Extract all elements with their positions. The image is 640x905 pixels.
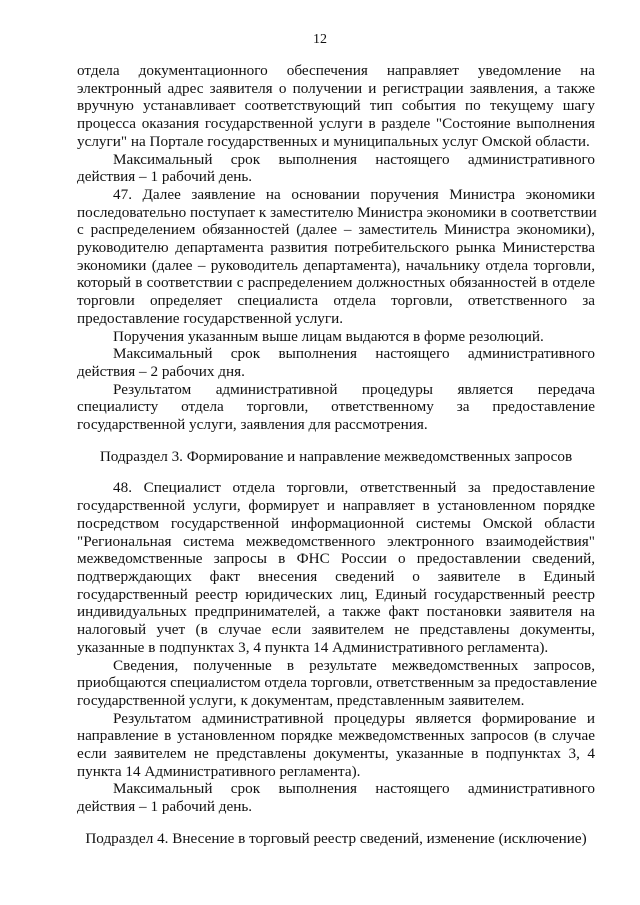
text-line: Максимальный срок выполнения настоящего административного bbox=[113, 345, 595, 363]
text-line: электронный адрес заявителя о получении и регистрации заявления, а также bbox=[77, 79, 595, 97]
text-line: торговли определяет специалиста отдела торговли, ответственного за bbox=[77, 292, 595, 310]
spacer bbox=[77, 816, 595, 830]
text-line: услуги" на Портале государственных и муниципальных услуг Омской области. bbox=[77, 132, 590, 150]
text-line: государственной услуги, заявления для рассмотрения. bbox=[77, 416, 428, 434]
text-line: 47. Далее заявление на основании поручения Министра экономики bbox=[113, 185, 595, 203]
paragraph bbox=[77, 780, 595, 815]
text-line: налоговый учет (в случае если заявителем не представлены документы, bbox=[77, 621, 595, 639]
text-line: посредством государственной информационной системы Омской области bbox=[77, 514, 595, 532]
text-line: Максимальный срок выполнения настоящего административного bbox=[113, 780, 595, 798]
paragraph bbox=[77, 479, 595, 656]
text-line: Максимальный срок выполнения настоящего административного bbox=[113, 150, 595, 168]
text-line: последовательно поступает к заместителю Министра экономики в соответствии bbox=[77, 203, 597, 221]
text-line: государственной услуги, к документам, представленным заявителем. bbox=[77, 691, 525, 709]
subsection-heading: Подраздел 3. Формирование и направление межведомственных запросов bbox=[99, 447, 573, 465]
paragraph bbox=[77, 151, 595, 186]
spacer bbox=[77, 465, 595, 479]
text-line: Поручения указанным выше лицам выдаются в форме резолюций. bbox=[113, 327, 544, 345]
spacer bbox=[77, 434, 595, 448]
paragraph bbox=[77, 328, 595, 346]
text-line: подтверждающих факт внесения сведений о заявителе в Единый bbox=[77, 567, 595, 585]
text-line: межведомственные запросы в ФНС России о предоставлении сведений, bbox=[77, 550, 595, 568]
paragraph bbox=[77, 656, 598, 710]
text-line: государственной услуги, формирует и направляет в установленном порядке bbox=[77, 497, 595, 515]
paragraph bbox=[77, 381, 595, 434]
paragraph bbox=[77, 62, 595, 151]
text-line: приобщаются специалистом отдела торговли, ответственным за предоставление bbox=[77, 674, 598, 692]
text-line: который в соответствии с распределением должностных обязанностей в отделе bbox=[77, 274, 595, 292]
text-line: Результатом административной процедуры является формирование и bbox=[113, 709, 595, 727]
text-line: специалисту отдела торговли, ответственному за предоставление bbox=[77, 398, 595, 416]
text-line: вручную устанавливает соответствующий тип события по текущему шагу bbox=[77, 97, 595, 115]
text-line: 48. Специалист отдела торговли, ответственный за предоставление bbox=[113, 479, 595, 497]
page-number: 12 bbox=[313, 32, 327, 47]
text-line: указанные в подпунктах 3, 4 пункта 14 Административного регламента). bbox=[77, 638, 549, 656]
text-line: "Региональная система межведомственного электронного взаимодействия" bbox=[77, 532, 595, 550]
text-line: действия – 2 рабочих дня. bbox=[77, 362, 245, 380]
text-line: с распределением обязанностей (далее – заместитель Министра экономики), bbox=[77, 221, 595, 239]
text-line: действия – 1 рабочий день. bbox=[77, 798, 253, 816]
text-line: если заявителем не представлены документы, указанные в подпунктах 3, 4 bbox=[77, 745, 595, 763]
text-line: Результатом административной процедуры является передача bbox=[113, 380, 595, 398]
text-line: индивидуальных предпринимателей, а также факт постановки заявителя на bbox=[77, 603, 595, 621]
text-line: действия – 1 рабочий день. bbox=[77, 168, 253, 186]
text-line: руководителю департамента развития потребительского рынка Министерства bbox=[77, 239, 595, 257]
text-line: Сведения, полученные в результате межведомственных запросов, bbox=[113, 656, 595, 674]
text-line: предоставление государственной услуги. bbox=[77, 309, 344, 327]
subsection-heading: Подраздел 4. Внесение в торговый реестр сведений, изменение (исключение) bbox=[85, 829, 587, 847]
paragraph bbox=[77, 186, 595, 328]
text-line: пункта 14 Административного регламента). bbox=[77, 762, 361, 780]
text-line: процесса оказания государственной услуги в разделе "Состояние выполнения bbox=[77, 115, 595, 133]
text-line: направление в установленном порядке межведомственных запросов (в случае bbox=[77, 727, 595, 745]
text-line: отдела документационного обеспечения направляет уведомление на bbox=[77, 62, 595, 79]
document-body bbox=[77, 62, 598, 848]
text-line: государственный реестр юридических лиц, Единый государственный реестр bbox=[77, 585, 595, 603]
paragraph bbox=[77, 345, 595, 380]
paragraph bbox=[77, 710, 595, 781]
text-line: экономики (далее – руководитель департамента), начальнику отдела торговли, bbox=[77, 256, 595, 274]
